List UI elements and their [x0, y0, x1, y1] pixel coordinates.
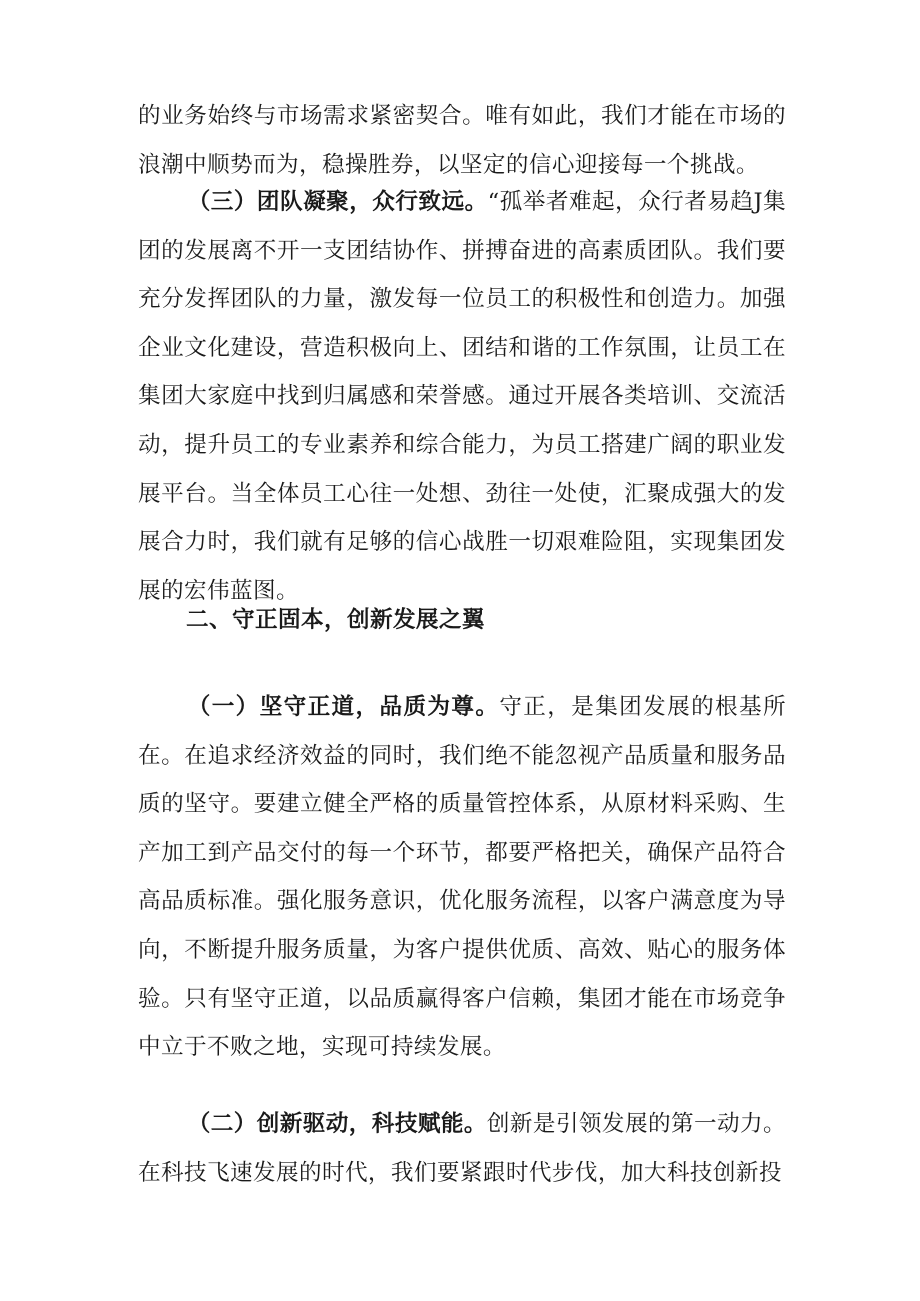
- paragraph-text: 守正，是集团发展的根基所在。在追求经济效益的同时，我们绝不能忽视产品质量和服务品质的坚守。要建立健全严格的质量管控体系，从原材料采购、生产加工到产品交付的每一个环节，都要严格把关，确保产品符合高品质标准。强化服务意识，优化服务流程，以客户满意度为导向，不断提升服务质量，为客户提供优质、高效、贴心的服务体验。只有坚守正道，以品质赢得客户信赖，集团才能在市场竞争中立于不败之地，实现可持续发展。: [138, 694, 786, 1061]
- paragraph-continuation: [138, 92, 786, 189]
- paragraph-lead-heading: （一）坚守正道，品质为尊。: [187, 694, 500, 720]
- paragraph-quality: [138, 683, 786, 1072]
- paragraph-text: 的业务始终与市场需求紧密契合。唯有如此，我们才能在市场的浪潮中顺势而为，稳操胜券，以坚定的信心迎接每一个挑战。: [138, 103, 786, 178]
- paragraph-lead-heading: （三）团队凝聚，众行致远。: [187, 189, 488, 215]
- paragraph-innovation: [138, 1100, 786, 1197]
- paragraph-team-cohesion: [138, 178, 786, 615]
- paragraph-text: 创新是引领发展的第一动力。在科技飞速发展的时代，我们要紧跟时代步伐，加大科技创新投: [138, 1111, 787, 1186]
- paragraph-text: “孤举者难起，众行者易趋J集团的发展离不开一支团结协作、拼搏奋进的高素质团队。我们要充分发挥团队的力量，激发每一位员工的积极性和创造力。加强企业文化建设，营造积极向上、团结和谐的工作氛围，让员工在集团大家庭中找到归属感和荣誉感。通过开展各类培训、交流活动，提升员工的专业素养和综合能力，为员工搭建广阔的职业发展平台。当全体员工心往一处想、劲往一处使，汇聚成强大的发展合力时，我们就有足够的信心战胜一切艰难险阻，实现集团发展的宏伟蓝图。: [138, 189, 786, 604]
- paragraph-lead-heading: （二）创新驱动，科技赋能。: [187, 1111, 487, 1137]
- section-heading: 二、守正固本，创新发展之翼: [186, 607, 485, 633]
